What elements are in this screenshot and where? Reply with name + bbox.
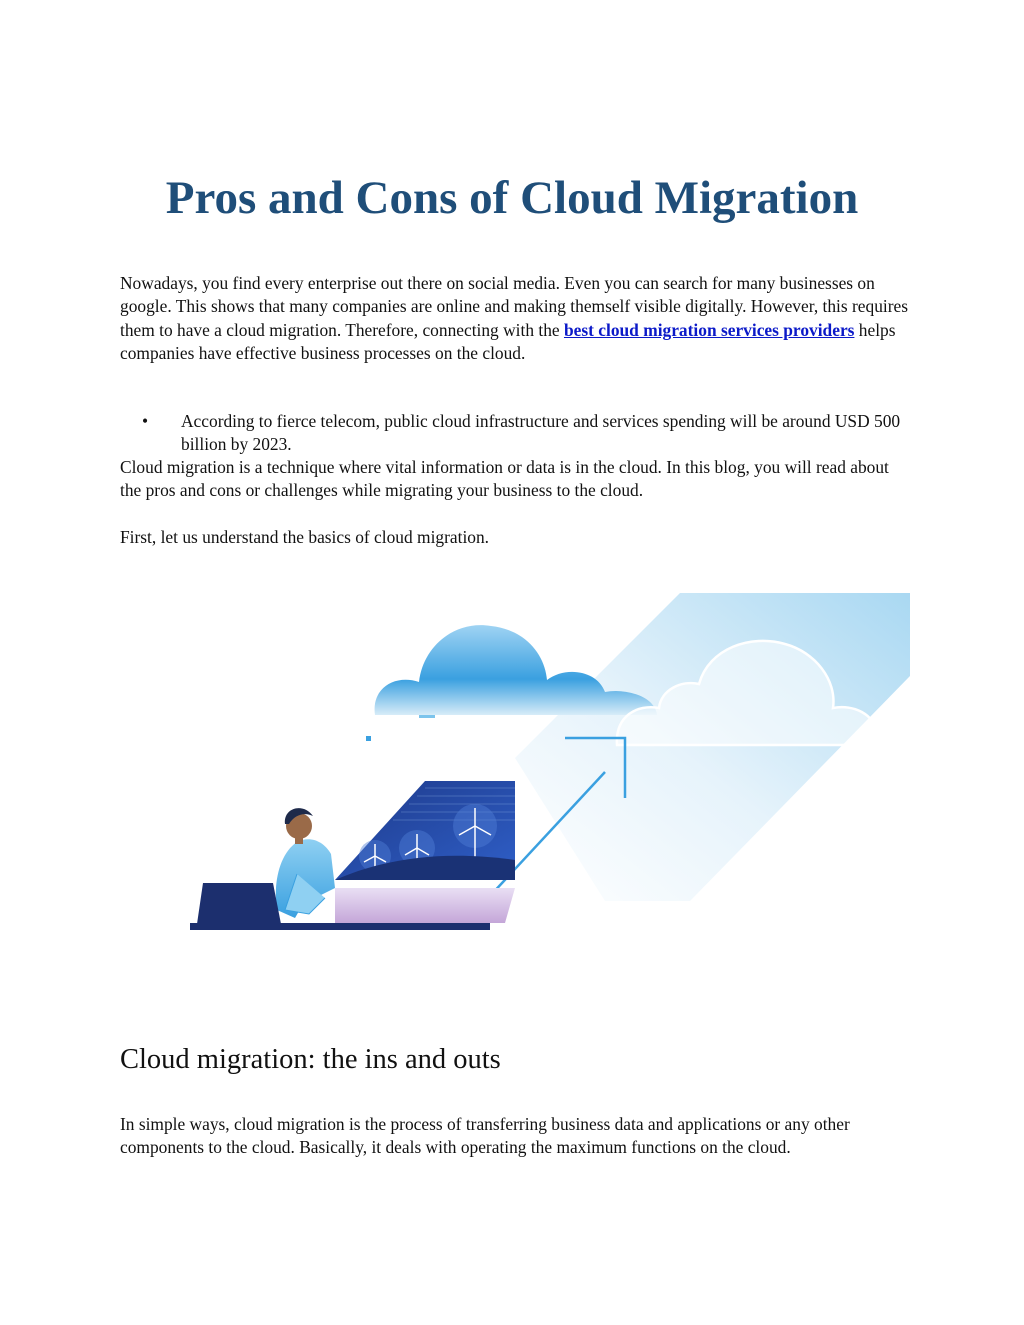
- bullet-marker: •: [142, 411, 149, 431]
- list-item: [120, 410, 910, 457]
- diagonal-band: [515, 593, 910, 901]
- page-title: Pros and Cons of Cloud Migration: [165, 172, 859, 224]
- intro-paragraph: [120, 272, 910, 365]
- section-heading: Cloud migration: the ins and outs: [120, 1044, 501, 1075]
- bullet-list: [120, 410, 910, 457]
- person-neck: [295, 836, 303, 844]
- basics-paragraph: First, let us understand the basics of cloud migration.: [120, 527, 490, 547]
- person-at-laptop: [276, 808, 335, 918]
- definition-paragraph: Cloud migration is a technique where vital information or data is in the cloud. In this blog, you will read about the pros and cons or challenges while migrating your business to the cloud.: [120, 457, 889, 501]
- intro-text-before-link: Nowadays, you find every enterprise out there on social media. Even you can search for many businesses on google. This shows that many companies are online and making themself visible digitally. However, this requires them to have a cloud migration. Therefore, connecting with the: [120, 273, 908, 340]
- cloud-migration-illustration: [185, 588, 910, 938]
- ins-and-outs-paragraph: In simple ways, cloud migration is the process of transferring business data and applications or any other components to the cloud. Basically, it deals with operating the maximum functions on the cloud.: [120, 1114, 850, 1158]
- desk: [190, 923, 490, 930]
- intro-text-after-link: helps companies have effective business processes on the cloud.: [120, 319, 896, 363]
- laptop-icon: [197, 883, 281, 924]
- purple-panel: [335, 888, 515, 923]
- bullet-text: According to fierce telecom, public cloud infrastructure and services spending will be around USD 500 billion by 2023.: [181, 411, 901, 455]
- small-square: [366, 736, 371, 741]
- cloud-migration-providers-link[interactable]: best cloud migration services providers: [563, 319, 855, 340]
- cloud-drip: [419, 715, 435, 718]
